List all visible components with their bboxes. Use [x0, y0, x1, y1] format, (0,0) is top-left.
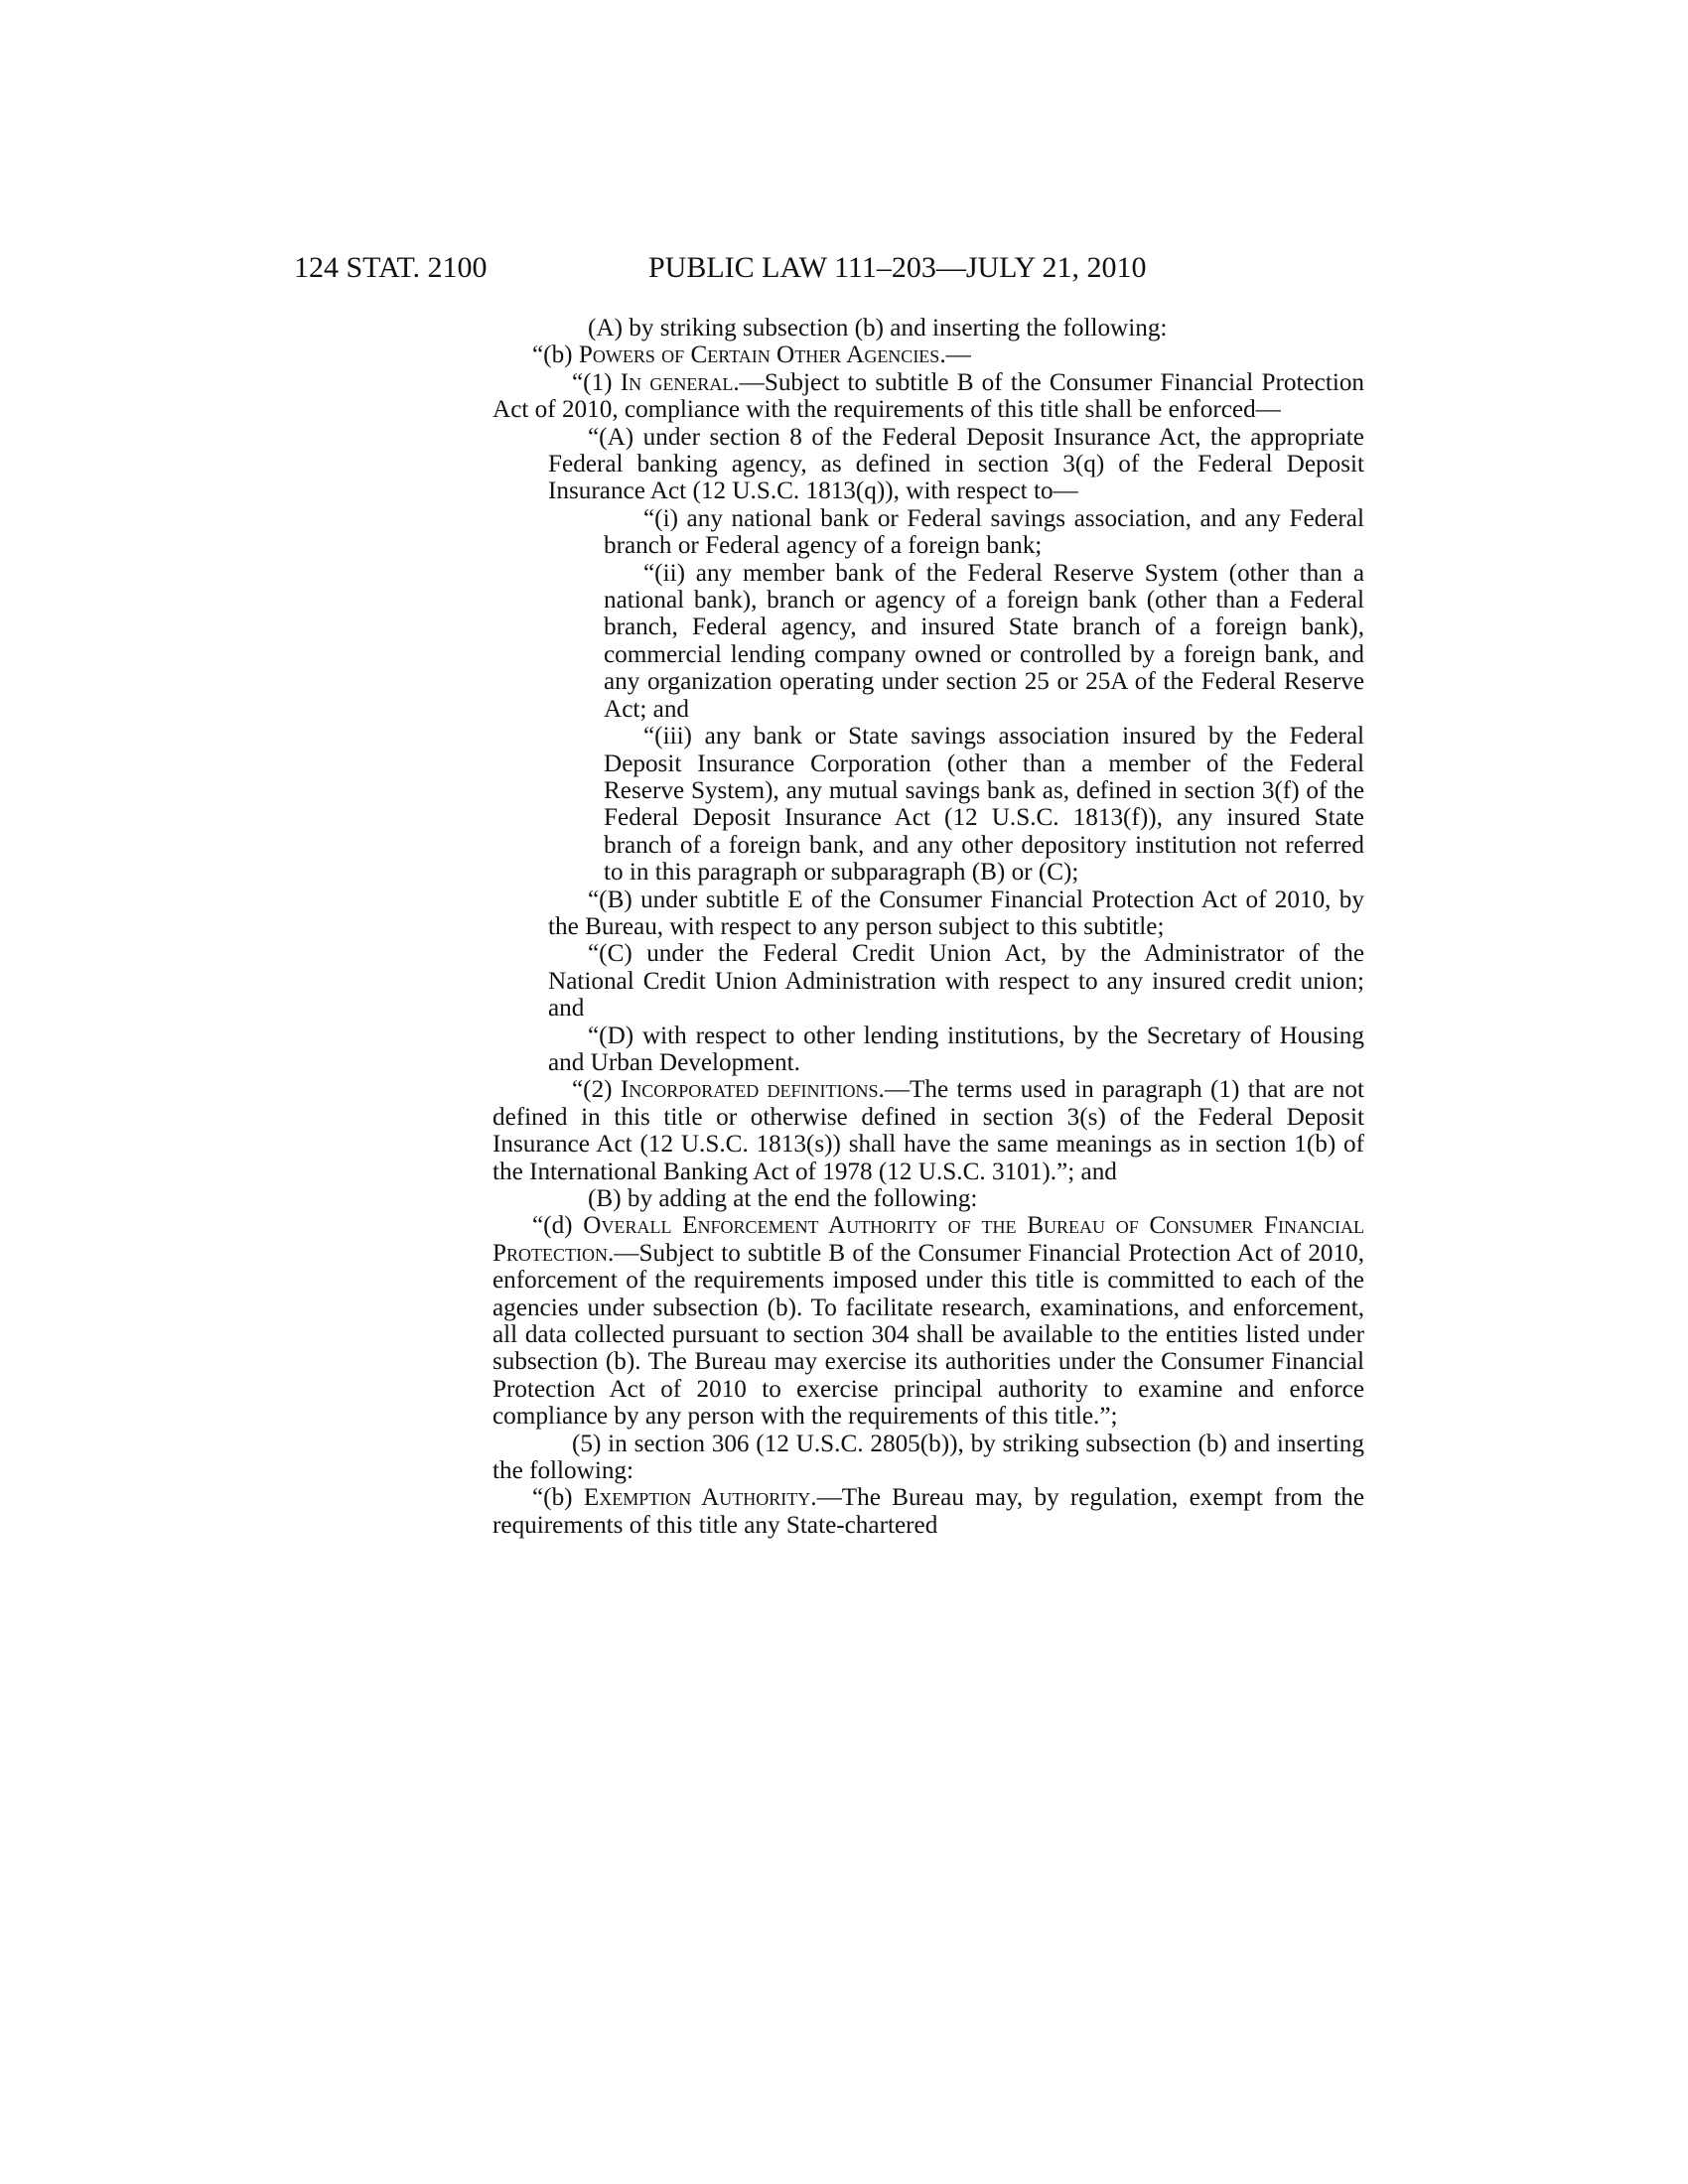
paragraph-2-label: “(2) — [572, 1076, 621, 1104]
statute-body — [492, 315, 1364, 1539]
clause-1-a-ii: “(ii) any member bank of the Federal Reserve System (other than a national bank), branch or agency of a foreign bank (other than a Federal branch, Federal agency, and insured State branch of a foreign bank), commercial lending company owned or controlled by a foreign bank, and any organization operating under section 25 or 25A of the Federal Reserve Act; and — [604, 559, 1364, 723]
exemption-text: —The Bureau may, by regulation, exempt from the requirements of this title any State-chartered — [492, 1484, 1364, 1539]
subsection-d-title: Overall Enforcement Authority of the Bureau of Consumer Financial Protection. — [492, 1212, 1364, 1267]
clause-1-a-i: “(i) any national bank or Federal savings association, and any Federal branch or Federal agency of a foreign bank; — [604, 504, 1364, 560]
page-header — [294, 248, 1378, 288]
paragraph-1-label: “(1) — [572, 368, 621, 396]
exemption-title: Exemption Authority. — [583, 1484, 817, 1512]
subsection-b-heading — [492, 341, 1364, 368]
paragraph-1-title: In general. — [620, 368, 740, 396]
clause-1-a-iii: “(iii) any bank or State savings association insured by the Federal Deposit Insurance Corporation (other than a member of the Federal Reserve System), any mutual savings bank as, defined in section 3(f) of the Federal Deposit Insurance Act (12 U.S.C. 1813(f)), any insured State branch of a foreign bank, and any other depository institution not referred to in this paragraph or subparagraph (B) or (C); — [604, 723, 1364, 887]
subsection-d-enforcement — [492, 1212, 1364, 1430]
paragraph-1-text: —Subject to subtitle B of the Consumer Financial Protection Act of 2010, compliance with the requirements of this title shall be enforced— — [492, 368, 1365, 424]
subsection-d-text: —Subject to subtitle B of the Consumer Financial Protection Act of 2010, enforcement of the requirements imposed under this title is committed to each of the agencies under subsection (b). To facilitate research, examinations, and enforcement, all data collected pursuant to section 304 shall be available to the entities listed under subsection (b). The Bureau may exercise its authorities under the Consumer Financial Protection Act of 2010 to exercise principal authority to examine and enforce compliance by any person with the requirements of this title.”; — [492, 1239, 1364, 1431]
subsection-b-exemption — [492, 1484, 1364, 1539]
subsection-b-dash: — — [945, 341, 971, 369]
subparagraph-1-c: “(C) under the Federal Credit Union Act, by the Administrator of the National Credit Union Administration with respect to any insured credit union; and — [548, 940, 1364, 1023]
paragraph-2-title: Incorporated definitions. — [620, 1076, 885, 1104]
public-law-title: PUBLIC LAW 111–203—JULY 21, 2010 — [648, 251, 1147, 284]
paragraph-2-definitions — [492, 1076, 1364, 1185]
subparagraph-1-b: “(B) under subtitle E of the Consumer Financial Protection Act of 2010, by the Bureau, with respect to any person subject to this subtitle; — [548, 886, 1364, 940]
paragraph-2-text: —The terms used in paragraph (1) that are not defined in this title or otherwise defined in section 3(s) of the Federal Deposit Insurance Act (12 U.S.C. 1813(s)) shall have the same meanings as in section 1(b) of the International Banking Act of 1978 (12 U.S.C. 3101).”; and — [492, 1076, 1364, 1185]
subsection-b-title: Powers of Certain Other Agencies. — [578, 341, 946, 369]
paragraph-5-section-306: (5) in section 306 (12 U.S.C. 2805(b)), by striking subsection (b) and inserting the following: — [492, 1430, 1364, 1485]
paragraph-1-in-general — [492, 369, 1364, 424]
subsection-b-label: “(b) — [532, 341, 579, 369]
paragraph-amendment-a: (A) by striking subsection (b) and inserting the following: — [588, 315, 1168, 341]
statute-page-reference: 124 STAT. 2100 — [294, 251, 488, 284]
subparagraph-1-d: “(D) with respect to other lending institutions, by the Secretary of Housing and Urban Development. — [548, 1022, 1364, 1076]
subparagraph-1-a: “(A) under section 8 of the Federal Deposit Insurance Act, the appropriate Federal banking agency, as defined in section 3(q) of the Federal Deposit Insurance Act (12 U.S.C. 1813(q)), with respect to— — [548, 423, 1364, 505]
paragraph-amendment-b: (B) by adding at the end the following: — [588, 1185, 978, 1212]
exemption-label: “(b) — [532, 1484, 584, 1512]
subsection-d-label: “(d) — [532, 1212, 584, 1240]
